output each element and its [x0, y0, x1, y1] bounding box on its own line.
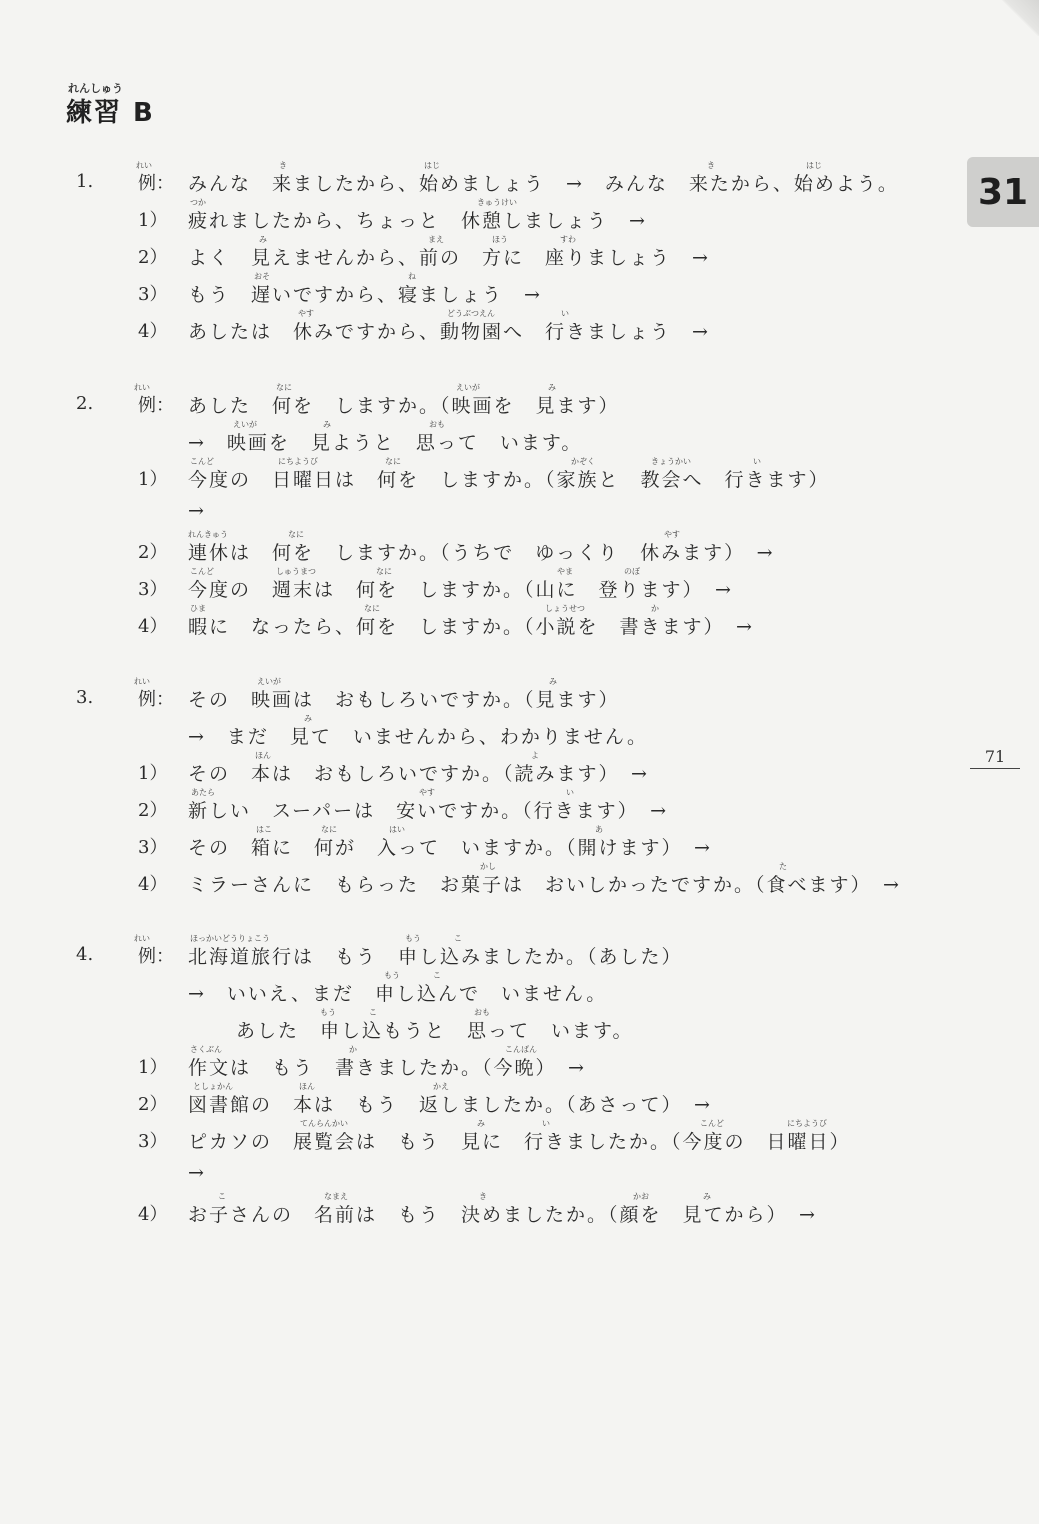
- furigana: れい: [134, 934, 150, 943]
- section-1-item-4-text: あしたは 休みですから、動物園へ 行きましょう →: [188, 321, 710, 343]
- furigana: なまえ: [324, 1192, 348, 1201]
- furigana: こ: [369, 1008, 377, 1017]
- section-1-item-2-label: 2）: [138, 247, 168, 268]
- furigana: こ: [218, 1192, 226, 1201]
- furigana: ほう: [492, 235, 508, 244]
- section-2-example-line-2: → 映画を 見ようと 思って います。: [188, 432, 583, 454]
- section-2-example-label: 例：: [138, 395, 174, 416]
- section-1-item-1-text: 疲れましたから、ちょっと 休憩しましょう →: [188, 210, 647, 232]
- furigana: こんど: [190, 457, 214, 466]
- furigana: のぼ: [624, 567, 640, 576]
- furigana: き: [279, 161, 287, 170]
- section-4-item-2-label: 2）: [138, 1094, 168, 1115]
- section-2-item-3-label: 3）: [138, 579, 168, 600]
- furigana: なに: [364, 604, 380, 613]
- section-3-item-4-text: ミラーさんに もらった お菓子は おいしかったですか。（食べます） →: [188, 874, 901, 896]
- furigana: もう: [405, 934, 421, 943]
- furigana: ほっかいどうりょこう: [190, 934, 270, 943]
- section-4-number: 4.: [76, 944, 94, 965]
- furigana: かし: [480, 862, 496, 871]
- furigana: しょうせつ: [545, 604, 585, 613]
- furigana: ほん: [255, 751, 271, 760]
- furigana: れい: [136, 161, 152, 170]
- furigana: どうぶつえん: [447, 309, 495, 318]
- furigana: もう: [384, 971, 400, 980]
- furigana: こ: [454, 934, 462, 943]
- section-4-item-1-text: 作文は もう 書きましたか。（今晩） →: [188, 1057, 586, 1079]
- section-4-item-2-text: 図書館の 本は もう 返しましたか。（あさって） →: [188, 1094, 712, 1116]
- furigana: き: [479, 1192, 487, 1201]
- section-1-example-label: 例：: [138, 173, 174, 194]
- section-2-example-line-1: あした 何を しますか。（映画を 見ます）: [188, 395, 620, 417]
- furigana: きゅうけい: [477, 198, 517, 207]
- section-3-item-2-text: 新しい スーパーは 安いですか。（行きます） →: [188, 800, 669, 822]
- furigana: み: [304, 714, 312, 723]
- furigana: しゅうまつ: [276, 567, 316, 576]
- furigana: おそ: [254, 272, 270, 281]
- furigana: かぞく: [571, 457, 595, 466]
- furigana: こ: [433, 971, 441, 980]
- furigana: た: [779, 862, 787, 871]
- furigana: み: [477, 1119, 485, 1128]
- section-4-example-label: 例：: [138, 946, 174, 967]
- section-2-item-1-label: 1）: [138, 469, 168, 490]
- furigana: い: [542, 1119, 550, 1128]
- section-3-item-1-text: その 本は おもしろいですか。（読みます） →: [188, 763, 649, 785]
- furigana: き: [707, 161, 715, 170]
- furigana: てんらんかい: [300, 1119, 348, 1128]
- furigana: やま: [557, 567, 573, 576]
- section-2-number: 2.: [76, 393, 94, 414]
- furigana: あたら: [191, 788, 215, 797]
- furigana: やす: [419, 788, 435, 797]
- section-1-item-3-text: もう 遅いですから、寝ましょう →: [188, 284, 542, 306]
- furigana: もう: [320, 1008, 336, 1017]
- section-1-item-4-label: 4）: [138, 321, 168, 342]
- section-3-item-1-label: 1）: [138, 763, 168, 784]
- section-1-example-line: みんな 来ましたから、始めましょう → みんな 来たから、始めよう。: [188, 173, 899, 195]
- section-3-item-3-text: その 箱に 何が 入って いますか。（開けます） →: [188, 837, 712, 859]
- furigana: かえ: [433, 1082, 449, 1091]
- furigana: よ: [531, 751, 539, 760]
- section-4-item-3-text: ピカソの 展覧会は もう 見に 行きましたか。（今度の 日曜日）: [188, 1131, 851, 1153]
- furigana: み: [703, 1192, 711, 1201]
- furigana: み: [323, 420, 331, 429]
- furigana: まえ: [428, 235, 444, 244]
- furigana: い: [753, 457, 761, 466]
- furigana: なに: [376, 567, 392, 576]
- furigana: なに: [276, 383, 292, 392]
- section-2-item-4-text: 暇に なったら、何を しますか。（小説を 書きます） →: [188, 616, 754, 638]
- furigana: れい: [134, 383, 150, 392]
- section-3-item-2-label: 2）: [138, 800, 168, 821]
- section-4-example-line-2: → いいえ、まだ 申し込んで いません。: [188, 983, 608, 1005]
- furigana: すわ: [560, 235, 576, 244]
- section-1-item-3-label: 3）: [138, 284, 168, 305]
- heading-reading: れんしゅう: [68, 82, 123, 95]
- furigana: きょうかい: [651, 457, 691, 466]
- section-4-example-line-1: 北海道旅行は もう 申し込みましたか。（あした）: [188, 946, 683, 968]
- furigana: れんきゅう: [188, 530, 228, 539]
- lesson-number-tab: 31: [967, 157, 1039, 227]
- page-number: 71: [970, 747, 1020, 769]
- furigana: かお: [633, 1192, 649, 1201]
- heading-title: 練習 B: [66, 98, 155, 128]
- section-1-item-2-text: よく 見えませんから、前の 方に 座りましょう →: [188, 247, 710, 269]
- furigana: やす: [664, 530, 680, 539]
- section-4-item-4-text: お子さんの 名前は もう 決めましたか。（顔を 見てから） →: [188, 1204, 817, 1226]
- furigana: か: [349, 1045, 357, 1054]
- furigana: さくぶん: [190, 1045, 222, 1054]
- section-4-item-3-arrow: →: [188, 1162, 206, 1184]
- furigana: か: [651, 604, 659, 613]
- furigana: はじ: [424, 161, 440, 170]
- furigana: あ: [595, 825, 603, 834]
- furigana: おも: [429, 420, 445, 429]
- section-2-item-2-text: 連休は 何を しますか。（うちで ゆっくり 休みます） →: [188, 542, 775, 564]
- section-3-item-3-label: 3）: [138, 837, 168, 858]
- furigana: ほん: [299, 1082, 315, 1091]
- furigana: えいが: [257, 677, 281, 686]
- section-4-item-1-label: 1）: [138, 1057, 168, 1078]
- furigana: なに: [288, 530, 304, 539]
- furigana: こんばん: [505, 1045, 537, 1054]
- furigana: にちようび: [787, 1119, 827, 1128]
- furigana: み: [548, 383, 556, 392]
- section-2-item-2-label: 2）: [138, 542, 168, 563]
- furigana: えいが: [233, 420, 257, 429]
- furigana: こんど: [700, 1119, 724, 1128]
- furigana: い: [561, 309, 569, 318]
- section-3-example-line-2: → まだ 見て いませんから、わかりません。: [188, 726, 649, 748]
- furigana: はじ: [806, 161, 822, 170]
- section-4-item-4-label: 4）: [138, 1204, 168, 1225]
- section-2-item-1-text: 今度の 日曜日は 何を しますか。（家族と 教会へ 行きます）: [188, 469, 830, 491]
- furigana: ひま: [190, 604, 206, 613]
- section-3-example-label: 例：: [138, 689, 174, 710]
- section-2-item-3-text: 今度の 週末は 何を しますか。（山に 登ります） →: [188, 579, 733, 601]
- furigana: なに: [385, 457, 401, 466]
- furigana: ね: [408, 272, 416, 281]
- furigana: み: [259, 235, 267, 244]
- section-4-item-3-label: 3）: [138, 1131, 168, 1152]
- section-3-example-line-1: その 映画は おもしろいですか。（見ます）: [188, 689, 620, 711]
- furigana: はい: [389, 825, 405, 834]
- page-corner-shadow: [999, 0, 1039, 36]
- section-1-item-1-label: 1）: [138, 210, 168, 231]
- furigana: こんど: [190, 567, 214, 576]
- section-4-example-line-3: あした 申し込もうと 思って います。: [236, 1020, 634, 1042]
- furigana: なに: [321, 825, 337, 834]
- section-2-item-4-label: 4）: [138, 616, 168, 637]
- furigana: れい: [134, 677, 150, 686]
- furigana: はこ: [256, 825, 272, 834]
- furigana: おも: [474, 1008, 490, 1017]
- furigana: えいが: [456, 383, 480, 392]
- section-1-number: 1.: [76, 171, 94, 192]
- furigana: み: [549, 677, 557, 686]
- furigana: としょかん: [193, 1082, 233, 1091]
- furigana: にちようび: [278, 457, 318, 466]
- section-3-number: 3.: [76, 687, 94, 708]
- section-2-item-1-arrow: →: [188, 500, 206, 522]
- furigana: つか: [190, 198, 206, 207]
- furigana: やす: [298, 309, 314, 318]
- furigana: い: [566, 788, 574, 797]
- section-3-item-4-label: 4）: [138, 874, 168, 895]
